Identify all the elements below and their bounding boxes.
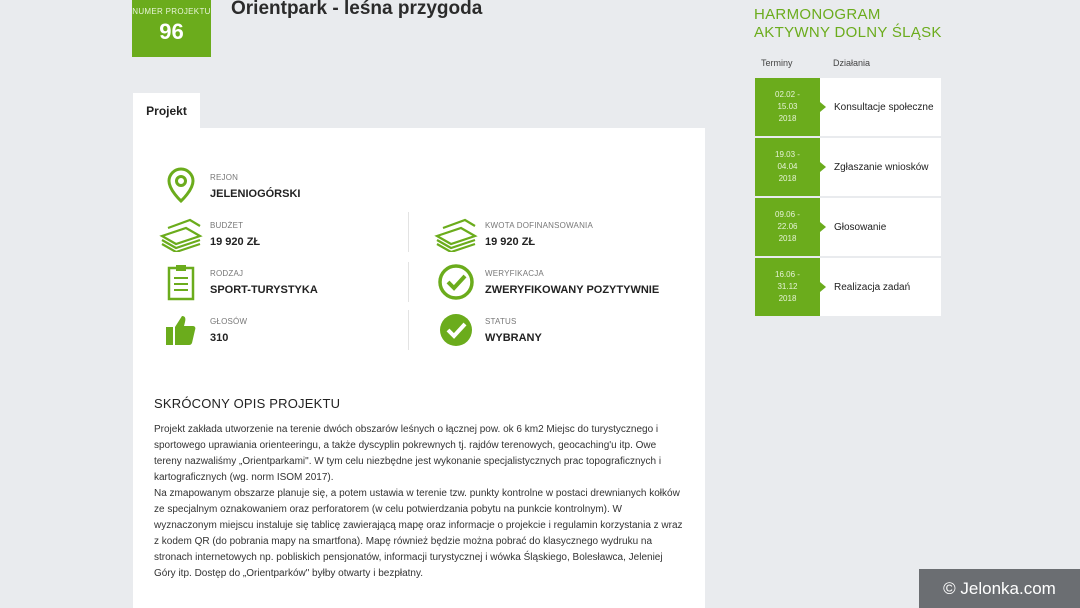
verification-label: WERYFIKACJA (485, 268, 544, 278)
check-circle-filled-icon (433, 309, 479, 351)
schedule-action: Zgłaszanie wniosków (820, 138, 941, 196)
funding-label: KWOTA DOFINANSOWANIA (485, 220, 594, 230)
info-region (158, 164, 300, 208)
project-title: Orientpark - leśna przygoda (231, 0, 483, 19)
description-paragraph: Na zmapowanym obszarze planuje się, a potem ustawia w terenie tzw. punkty kontrolne w postaci drewnianych kołków ze specjalnym oznakowaniem oraz perforatorem (w celu potwierdzania pobytu na punkcie kontrolnym). W wyznaczonym miejscu instaluje się tablicę zawierającą mapę oraz informacje o projekcie i regulamin korzystania z wraz z kodem QR (do pobrania mapy na smartfona). Mapę również będzie można pobrać do klasycznego wydruku na stronach internetowych np. pobliskich pensjonatów, informacji turystycznej i wówka Śląskiego, Bolesławca, Jeleniej Góry itp. Dostęp do „Orientparków" byłby otwarty i bezpłatny. (154, 488, 683, 579)
schedule-col-actions: Działania (833, 58, 871, 68)
info-verification (433, 260, 659, 304)
schedule-row (755, 198, 941, 256)
schedule-col-terms: Terminy (761, 58, 793, 68)
schedule-date: 09.06 - 22.06 2018 (755, 198, 820, 256)
description-text (154, 422, 684, 582)
region-label: REJON (210, 172, 239, 182)
schedule-title (754, 6, 942, 42)
description-paragraph: Projekt zakłada utworzenie na terenie dwóch obszarów leśnych o łącznej pow. ok 6 km2 Miejsc do turystycznego i sportowego uprawiania orienteeringu, a także dyscyplin pokrewnych tj. rajdów terenowych, geocaching'u itp. Owe tereny nazwaliśmy „Orientparkami". W tym celu niezbędne jest wykonanie specjalistycznych prac topograficznych i kartograficznych (wg. norm ISOM 2017). (154, 424, 662, 483)
schedule-date: 16.06 - 31.12 2018 (755, 258, 820, 316)
project-panel (133, 128, 705, 608)
schedule-title-line1: HARMONOGRAM (754, 6, 881, 23)
schedule-action: Głosowanie (820, 198, 941, 256)
description-title: SKRÓCONY OPIS PROJEKTU (154, 396, 341, 411)
tab-projekt[interactable]: Projekt (133, 93, 200, 129)
schedule-row (755, 78, 941, 136)
divider (408, 310, 409, 350)
location-pin-icon (158, 165, 204, 207)
info-votes (158, 308, 247, 352)
info-funding (433, 212, 593, 256)
clipboard-icon (158, 261, 204, 303)
budget-value: 19 920 ZŁ (210, 235, 261, 248)
info-budget (158, 212, 260, 256)
status-label: STATUS (485, 316, 517, 326)
watermark: © Jelonka.com (919, 569, 1080, 608)
schedule-row (755, 138, 941, 196)
check-circle-icon (433, 261, 479, 303)
project-number-badge (132, 0, 211, 57)
type-value: SPORT-TURYSTYKA (210, 283, 318, 296)
schedule-action: Realizacja zadań (820, 258, 941, 316)
votes-label: GŁOSÓW (210, 316, 248, 326)
info-type (158, 260, 318, 304)
schedule-action: Konsultacje społeczne (820, 78, 941, 136)
money-stack-icon (158, 213, 204, 255)
budget-label: BUDŻET (210, 220, 244, 230)
divider (408, 262, 409, 302)
project-number: 96 (159, 19, 184, 44)
votes-value: 310 (210, 331, 229, 344)
thumbs-up-icon (158, 309, 204, 351)
schedule-date: 19.03 - 04.04 2018 (755, 138, 820, 196)
info-status (433, 308, 542, 352)
funding-value: 19 920 ZŁ (485, 235, 536, 248)
money-stack-icon (433, 213, 479, 255)
type-label: RODZAJ (210, 268, 244, 278)
project-number-label: NUMER PROJEKTU (132, 7, 211, 16)
status-value: WYBRANY (485, 331, 542, 344)
verification-value: ZWERYFIKOWANY POZYTYWNIE (485, 283, 660, 296)
divider (408, 212, 409, 252)
region-value: JELENIOGÓRSKI (210, 187, 301, 200)
schedule-date: 02.02 - 15.03 2018 (755, 78, 820, 136)
schedule-title-line2: AKTYWNY DOLNY ŚLĄSK (754, 24, 942, 41)
schedule-row (755, 258, 941, 316)
